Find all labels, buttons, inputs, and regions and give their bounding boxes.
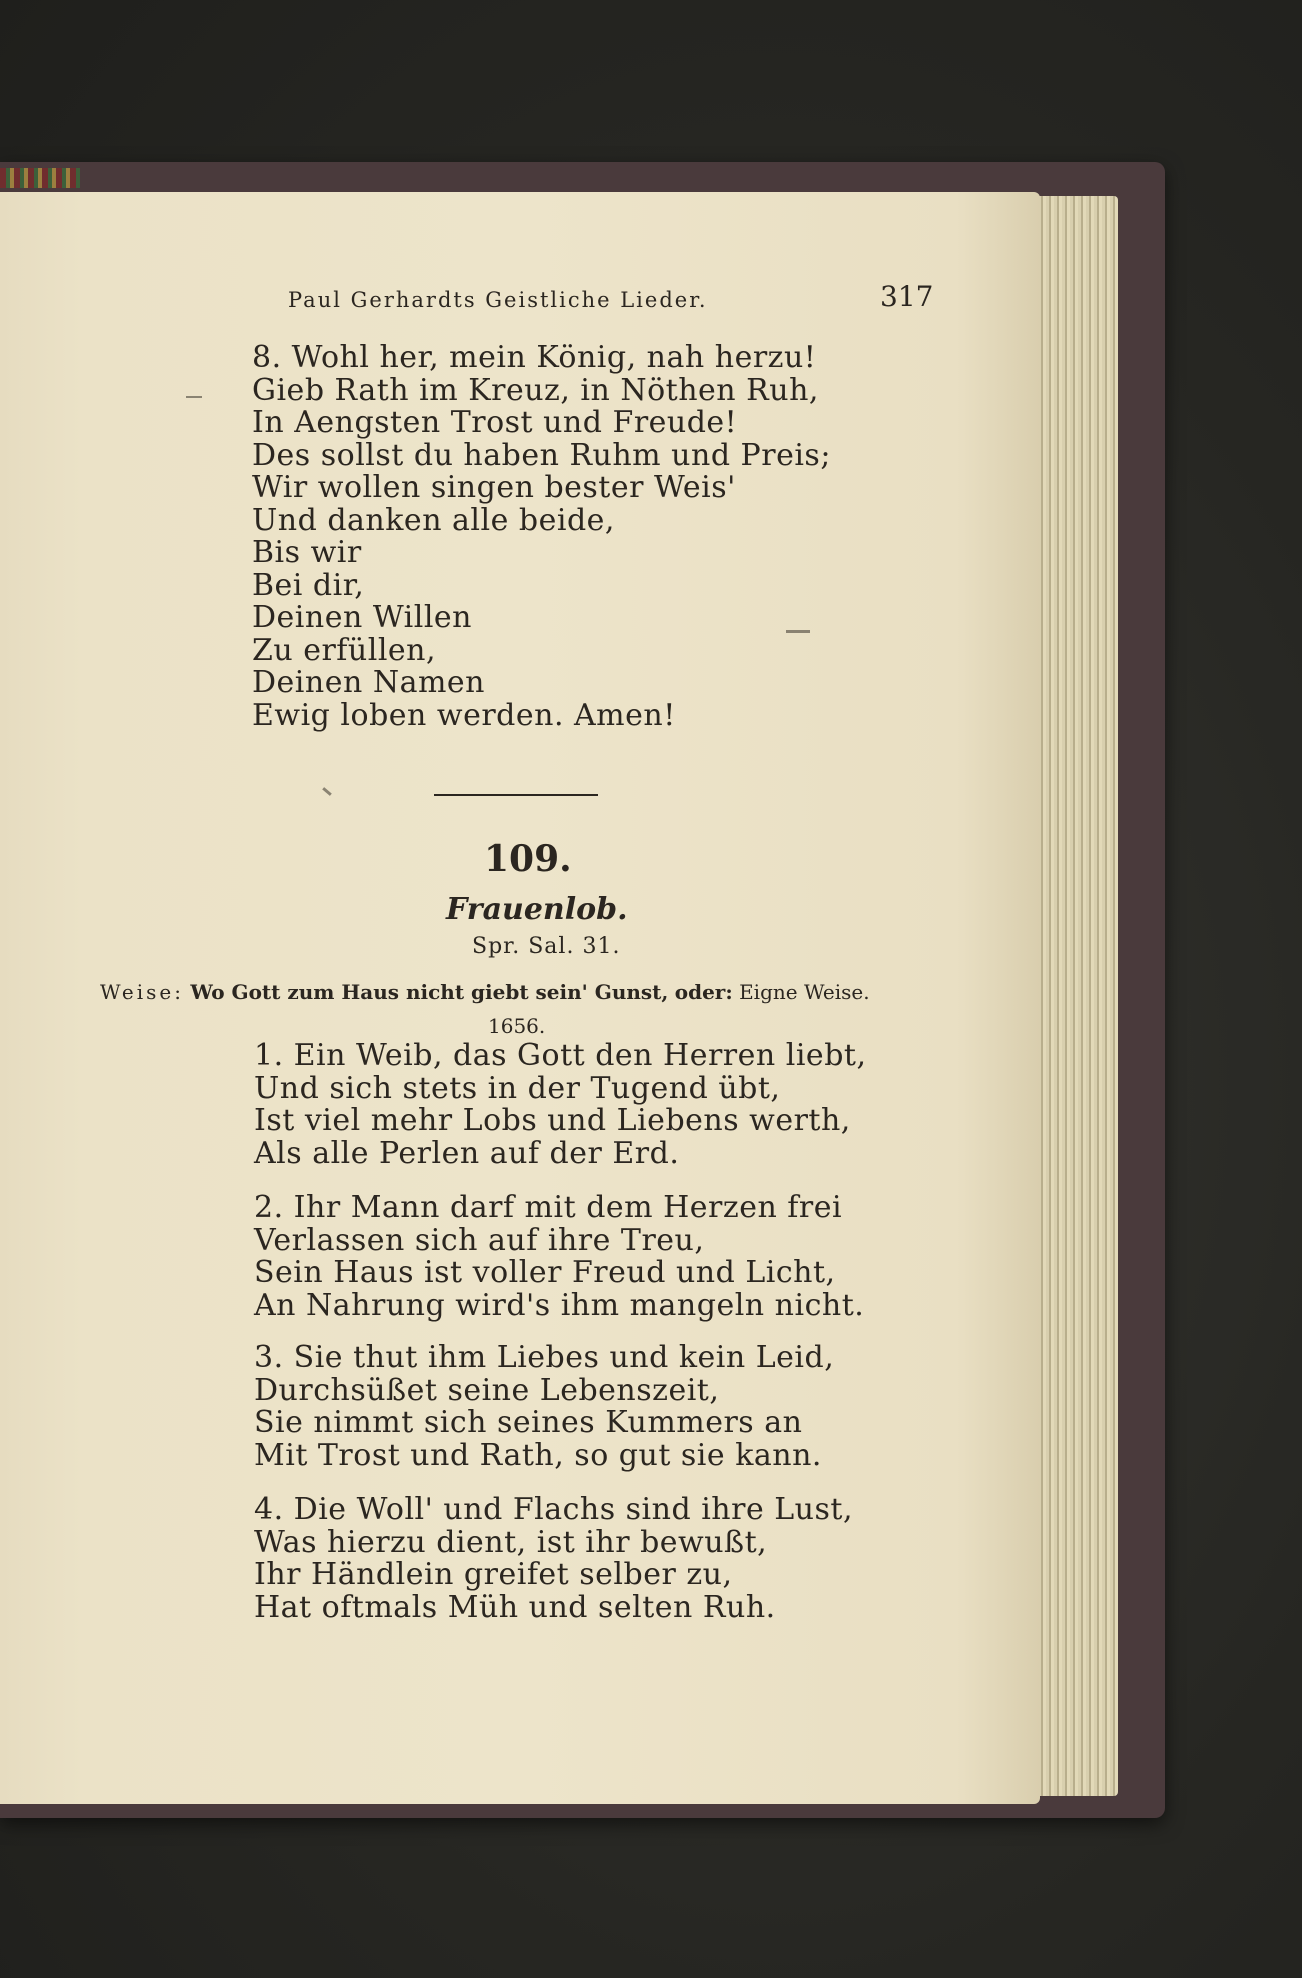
verse-line: Bis wir — [252, 535, 362, 570]
page-block-edges — [1030, 196, 1118, 1796]
verse-line: Bei dir, — [252, 567, 365, 603]
bookmark-ribbon — [0, 168, 80, 188]
verse-2 — [254, 1192, 864, 1322]
verse-3 — [254, 1342, 834, 1472]
verse-line: Durchsüßet seine Lebenszeit, — [254, 1372, 720, 1408]
section-divider — [434, 794, 598, 796]
verse-line: An Nahrung wird's ihm mangeln nicht. — [254, 1287, 865, 1323]
verse-line: Wir wollen singen bester Weis' — [252, 470, 736, 505]
melody-alt: Eigne Weise. — [739, 980, 870, 1004]
ink-mark — [186, 396, 202, 398]
melody-or: oder: — [674, 980, 733, 1004]
verse-line: Und danken alle beide, — [252, 502, 615, 538]
verse-line: Verlassen sich auf ihre Treu, — [254, 1222, 705, 1258]
verse-line: Als alle Perlen auf der Erd. — [254, 1135, 680, 1171]
verse-line: In Aengsten Trost und Freude! — [252, 405, 738, 440]
verse-line: 3. Sie thut ihm Liebes und kein Leid, — [254, 1340, 835, 1375]
verse-8 — [252, 342, 831, 732]
melody-line — [100, 980, 870, 1004]
verse-line: Deinen Namen — [252, 665, 485, 700]
melody-text: Wo Gott zum Haus nicht giebt sein' Gunst, — [190, 980, 669, 1004]
verse-line: 2. Ihr Mann darf mit dem Herzen frei — [254, 1190, 843, 1225]
verse-1 — [254, 1040, 866, 1170]
verse-line: Gieb Rath im Kreuz, in Nöthen Ruh, — [252, 372, 819, 408]
verse-line: Deinen Willen — [252, 600, 473, 635]
song-number: 109. — [484, 838, 572, 880]
verse-line: Hat oftmals Müh und selten Ruh. — [254, 1589, 776, 1625]
page-number: 317 — [880, 280, 934, 313]
verse-line: 8. Wohl her, mein König, nah herzu! — [252, 340, 817, 375]
ink-mark — [322, 787, 332, 796]
ink-mark — [786, 630, 810, 633]
verse-line: Ihr Händlein greifet selber zu, — [254, 1557, 733, 1592]
verse-line: Zu erfüllen, — [252, 632, 437, 668]
scripture-reference: Spr. Sal. 31. — [472, 934, 621, 959]
song-year: 1656. — [488, 1014, 546, 1038]
verse-line: Des sollst du haben Ruhm und Preis; — [252, 437, 831, 473]
verse-line: Sein Haus ist voller Freud und Licht, — [254, 1255, 836, 1290]
verse-line: 1. Ein Weib, das Gott den Herren liebt, — [254, 1038, 867, 1073]
verse-4 — [254, 1494, 853, 1624]
song-title: Frauenlob. — [446, 892, 628, 927]
verse-line: Ist viel mehr Lobs und Liebens werth, — [254, 1103, 851, 1138]
verse-line: 4. Die Woll' und Flachs sind ihre Lust, — [254, 1492, 853, 1527]
melody-label: Weise: — [100, 980, 184, 1004]
book-page — [0, 192, 1040, 1804]
verse-line: Sie nimmt sich seines Kummers an — [254, 1405, 803, 1440]
verse-line: Und sich stets in der Tugend übt, — [254, 1070, 781, 1106]
verse-line: Ewig loben werden. Amen! — [252, 697, 676, 733]
running-head: Paul Gerhardts Geistliche Lieder. — [288, 288, 708, 312]
verse-line: Was hierzu dient, ist ihr bewußt, — [254, 1524, 768, 1560]
verse-line: Mit Trost und Rath, so gut sie kann. — [254, 1437, 822, 1473]
